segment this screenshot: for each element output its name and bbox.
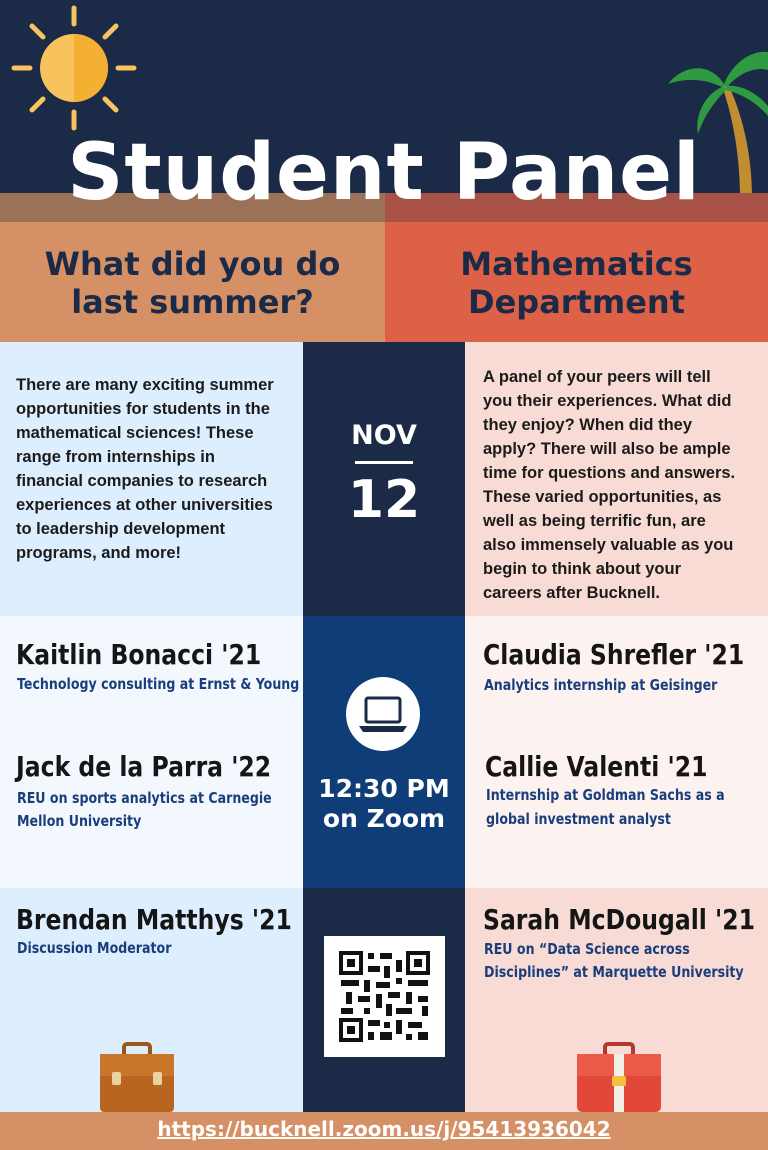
date-panel <box>303 342 465 616</box>
time-panel <box>303 616 465 888</box>
panelist-role: Discussion Moderator <box>17 939 172 957</box>
text-line: well as being terrific fun, are <box>483 512 706 530</box>
subheader-right <box>385 222 768 342</box>
text-line: opportunities for students in the <box>16 400 270 418</box>
panelist-role: REU on sports analytics at Carnegie <box>17 789 272 807</box>
panelists-right-panel <box>465 616 768 888</box>
text-line: begin to think about your <box>483 560 681 578</box>
panelist-name: Callie Valenti '21 <box>485 750 708 783</box>
panelists-left-panel <box>0 616 303 888</box>
intro-right-panel <box>465 342 768 616</box>
text-line: they enjoy? When did they <box>483 416 693 434</box>
panelist-name: Jack de la Parra '22 <box>16 750 272 783</box>
panelist-role: REU on “Data Science across <box>484 940 690 958</box>
sun-icon <box>8 4 140 132</box>
date-divider <box>355 461 413 464</box>
panelist-name: Kaitlin Bonacci '21 <box>16 638 262 671</box>
text-line: apply? There will also be ample <box>483 440 731 458</box>
subheader-right-line: Mathematics <box>460 245 693 283</box>
time-line: 12:30 PM <box>318 774 450 803</box>
text-line: to leadership development <box>16 520 226 538</box>
text-line: careers after Bucknell. <box>483 584 661 602</box>
zoom-link[interactable]: https://bucknell.zoom.us/j/95413936042 <box>157 1117 611 1141</box>
panelist-role: Mellon University <box>17 812 142 830</box>
qr-code[interactable] <box>324 936 445 1057</box>
subheader-left <box>0 222 385 342</box>
text-line: programs, and more! <box>16 544 182 562</box>
text-line: financial companies to research <box>16 472 268 490</box>
time-line: on Zoom <box>322 804 446 833</box>
intro-left-text <box>16 373 274 565</box>
text-line: mathematical sciences! These <box>16 424 254 442</box>
qr-panel <box>303 888 465 1112</box>
subheader-left-line: last summer? <box>71 283 314 321</box>
panelist-role: Disciplines” at Marquette University <box>484 963 744 981</box>
text-line: time for questions and answers. <box>483 464 736 482</box>
page-title: Student Panel <box>67 128 701 218</box>
panelist-name: Brendan Matthys '21 <box>16 903 292 936</box>
panelist-name: Claudia Shrefler '21 <box>483 638 745 671</box>
briefcase-red-icon <box>575 1042 663 1112</box>
text-line: experiences at other universities <box>16 496 273 514</box>
moderator-panel <box>0 888 303 1112</box>
text-line: A panel of your peers will tell <box>483 368 711 386</box>
panelist-role: global investment analyst <box>486 810 671 828</box>
panelist-role: Internship at Goldman Sachs as a <box>486 786 725 804</box>
laptop-icon <box>345 676 421 752</box>
briefcase-brown-icon <box>98 1042 176 1112</box>
subheader-right-line: Department <box>468 283 685 321</box>
panelist-role: Analytics internship at Geisinger <box>484 676 718 694</box>
text-line: you their experiences. What did <box>483 392 732 410</box>
intro-left-panel <box>0 342 303 616</box>
text-line: range from internships in <box>16 448 215 466</box>
panelist-right-panel-3 <box>465 888 768 1112</box>
date-month: NOV <box>351 420 417 451</box>
intro-right-text <box>483 365 735 605</box>
date-day: 12 <box>347 470 421 530</box>
text-line: also immensely valuable as you <box>483 536 734 554</box>
panelist-role: Technology consulting at Ernst & Young <box>17 675 300 693</box>
text-line: There are many exciting summer <box>16 376 274 394</box>
subheader-left-line: What did you do <box>44 245 341 283</box>
text-line: These varied opportunities, as <box>483 488 722 506</box>
time-text <box>303 774 465 834</box>
panelist-name: Sarah McDougall '21 <box>483 903 755 936</box>
